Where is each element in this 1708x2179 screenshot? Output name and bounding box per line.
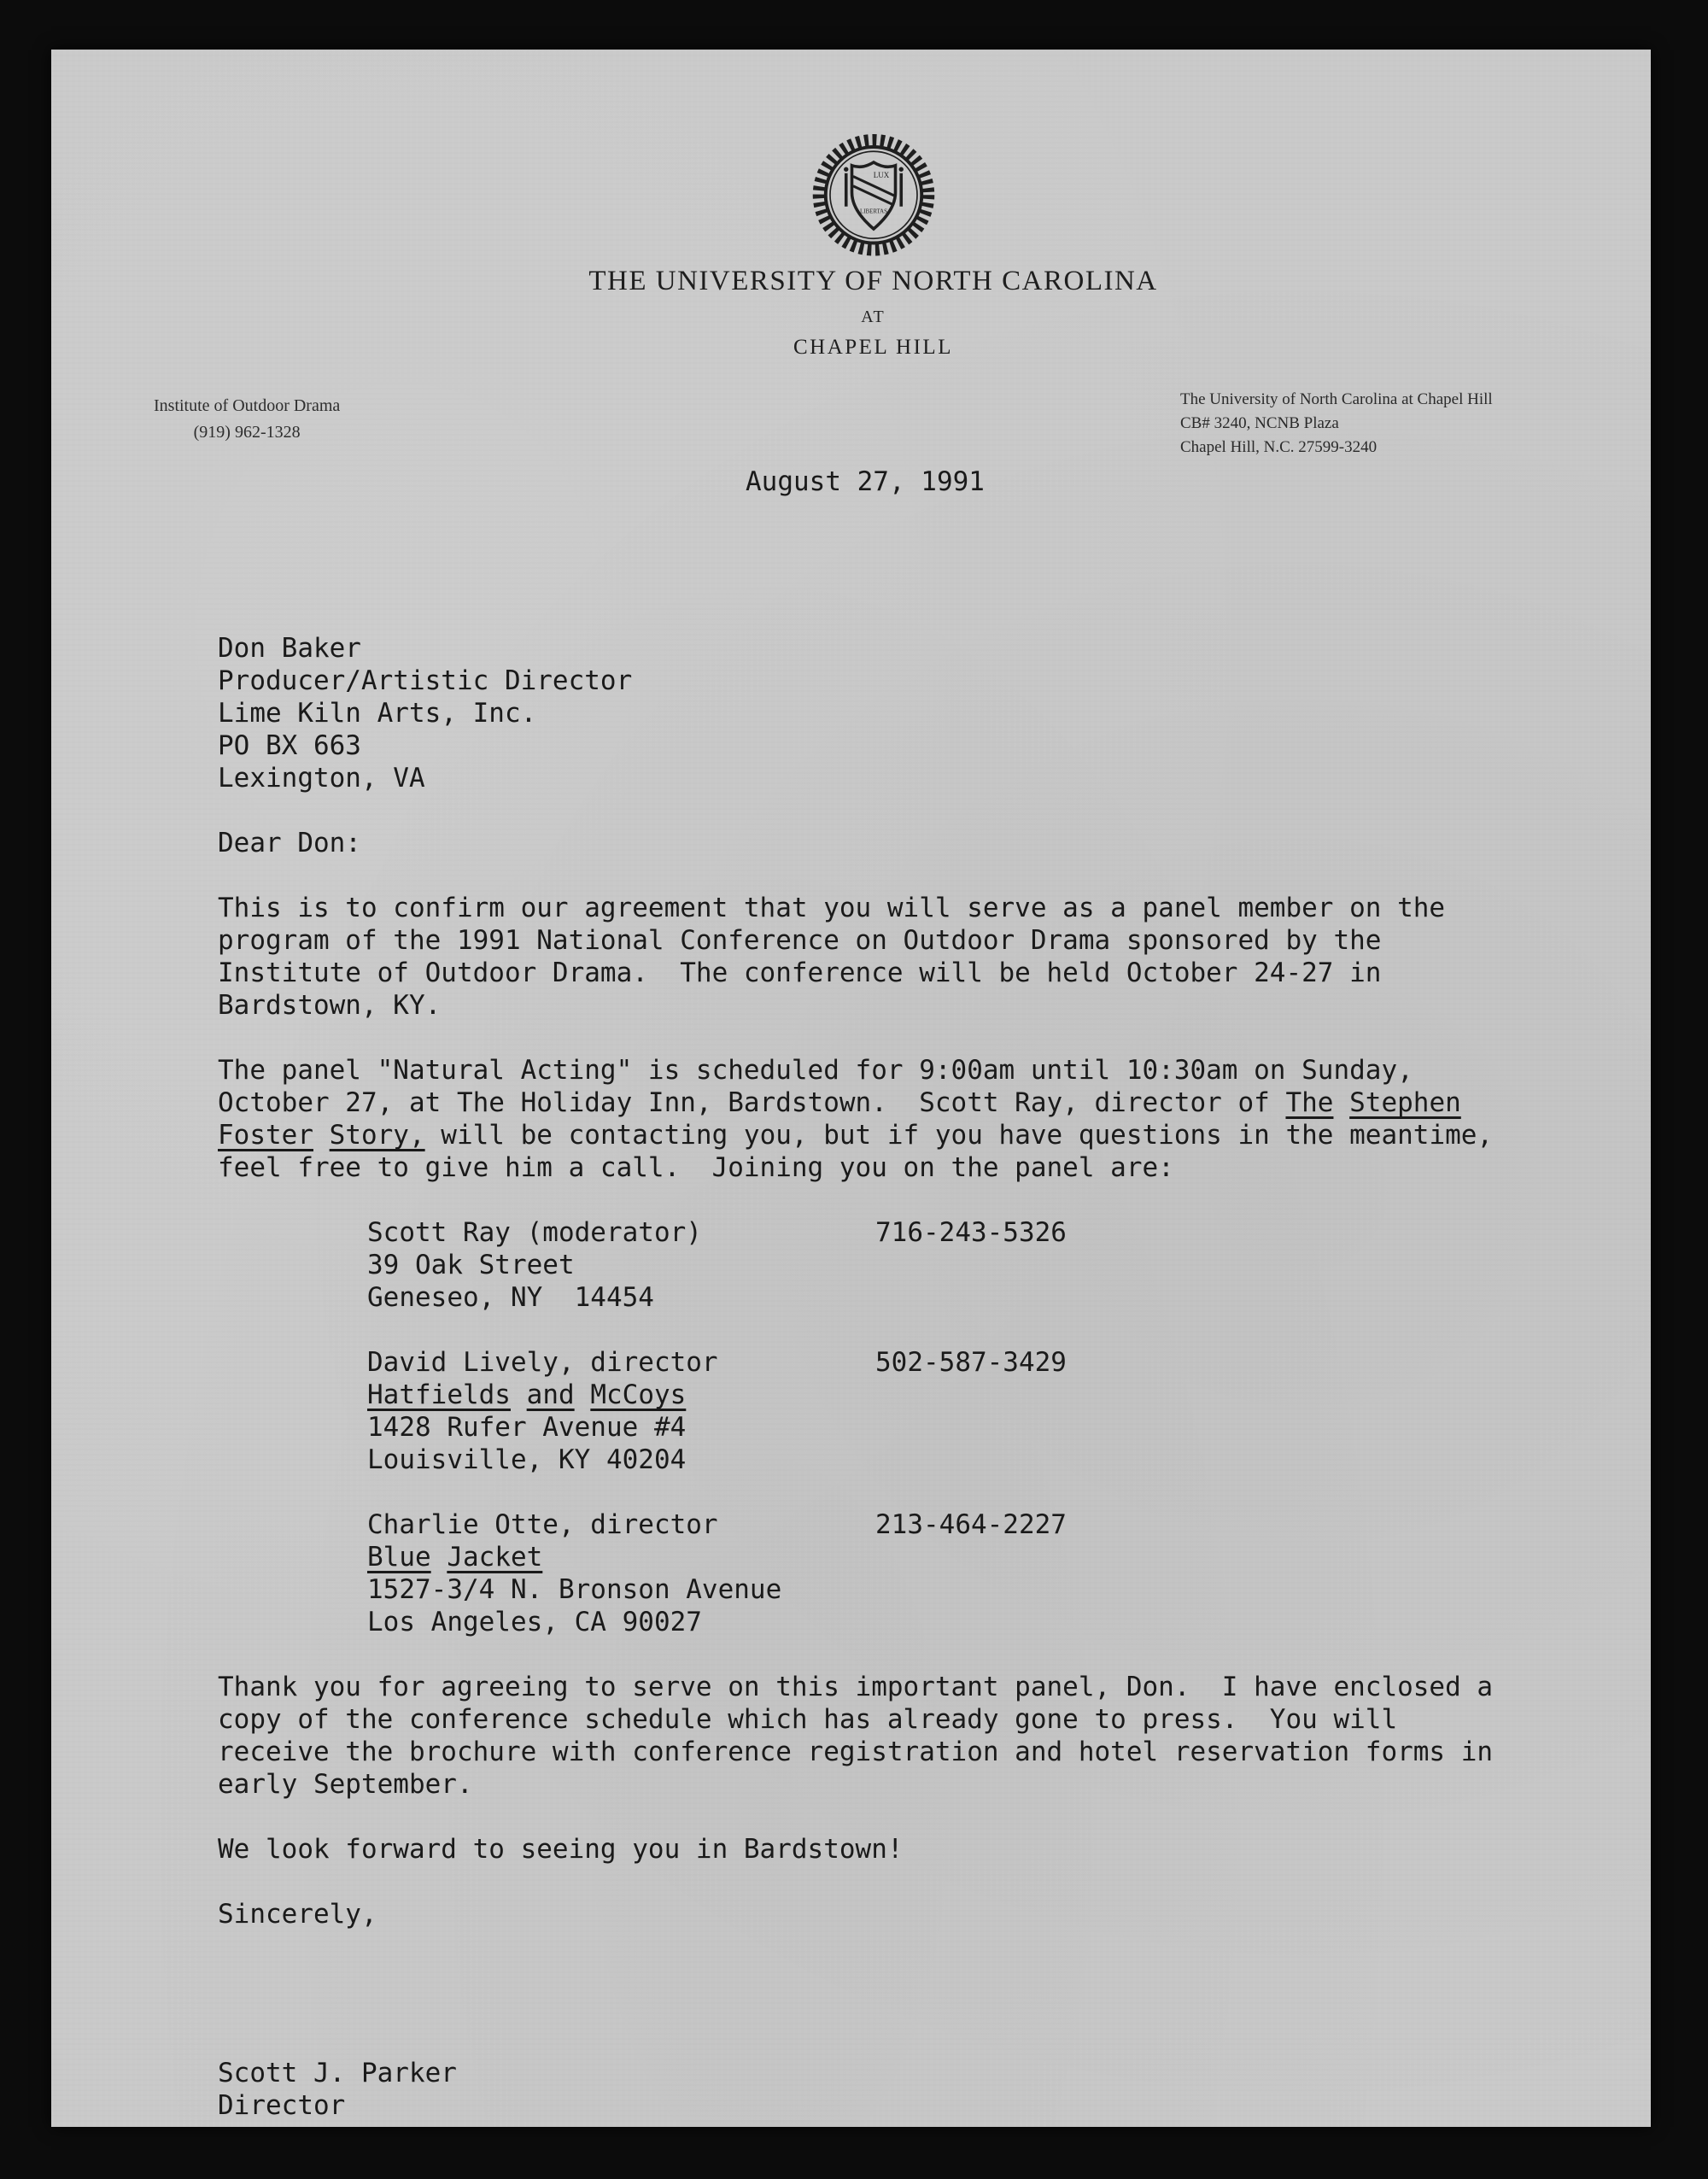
letterhead-line: Chapel Hill, N.C. 27599-3240: [1180, 438, 1378, 456]
underlined-text: Blue: [367, 1542, 431, 1573]
university-seal-logo: [810, 131, 938, 261]
text-line: The panel "Natural Acting" is scheduled for 9:00am until 10:30am on Sunday,: [218, 1055, 1413, 1086]
text-line: Foster Story, will be contacting you, but if you have questions in the meantime,: [218, 1120, 1494, 1151]
letterhead: [73, 131, 1673, 360]
letterhead-at: AT: [861, 308, 886, 326]
salutation: Dear Don:: [218, 828, 361, 858]
panelist-address-line: Louisville, KY 40204: [367, 1444, 687, 1475]
letterhead-department-block: [154, 393, 340, 446]
panelist-address-line: [367, 1541, 1601, 1573]
underlined-text: The: [1285, 1087, 1334, 1118]
panelist-entry: [218, 1508, 1601, 1638]
panelist-entry: [218, 1346, 1601, 1476]
letterhead-line: The University of North Carolina at Chapel Hill: [1180, 390, 1493, 408]
panelist-address-line: 39 Oak Street: [367, 1250, 575, 1280]
panelist-list: [218, 1216, 1601, 1638]
valediction: Sincerely,: [218, 1899, 377, 1930]
paragraph: [218, 892, 1601, 1022]
text-line: October 27, at The Holiday Inn, Bardstown. Scott Ray, director of The Stephen: [218, 1087, 1461, 1118]
recipient-line: Lime Kiln Arts, Inc.: [218, 698, 537, 729]
panelist-name: Charlie Otte, director: [367, 1509, 718, 1540]
panelist-address-line: 1527-3/4 N. Bronson Avenue: [367, 1574, 782, 1605]
underlined-text: and: [526, 1379, 575, 1410]
panelist-address-line: Los Angeles, CA 90027: [367, 1607, 702, 1637]
underlined-text: Story,: [329, 1120, 425, 1151]
text-line: Bardstown, KY.: [218, 990, 442, 1021]
seal-motto-libertas: LIBERTAS: [859, 208, 887, 215]
underlined-text: Hatfields: [367, 1379, 511, 1410]
body-paragraphs-top: [218, 892, 1601, 1184]
underlined-text: Foster: [218, 1120, 313, 1151]
underlined-text: Stephen: [1349, 1087, 1461, 1118]
recipient-line: Lexington, VA: [218, 763, 425, 794]
signature-block: [218, 2057, 1601, 2122]
panelist-address-line: Geneseo, NY 14454: [367, 1282, 654, 1313]
underlined-text: Jacket: [447, 1542, 543, 1573]
text-line: copy of the conference schedule which has already gone to press. You will: [218, 1704, 1398, 1735]
panelist-phone: 502-587-3429: [875, 1347, 1067, 1378]
panelist-address-line: 1428 Rufer Avenue #4: [367, 1412, 687, 1443]
text-line: We look forward to seeing you in Bardstown!: [218, 1834, 904, 1865]
signature-title: Director: [218, 2090, 346, 2121]
panelist-name-row: [367, 1216, 1601, 1249]
signature-name: Scott J. Parker: [218, 2058, 457, 2088]
letterhead-university-name: THE UNIVERSITY OF NORTH CAROLINA: [588, 266, 1158, 296]
panelist-phone: 716-243-5326: [875, 1217, 1067, 1248]
panelist-name-row: [367, 1508, 1601, 1541]
underlined-text: McCoys: [590, 1379, 687, 1410]
paragraph: [218, 1833, 1601, 1866]
text-line: program of the 1991 National Conference on Outdoor Drama sponsored by the: [218, 925, 1382, 956]
paragraph: [218, 1671, 1601, 1801]
text-line: early September.: [218, 1769, 473, 1800]
letterhead-line: (919) 962-1328: [193, 423, 301, 442]
letterhead-line: Institute of Outdoor Drama: [154, 396, 341, 415]
text-line: This is to confirm our agreement that you will serve as a panel member on the: [218, 893, 1446, 923]
panelist-name-row: [367, 1346, 1601, 1379]
panelist-entry: [218, 1216, 1601, 1314]
panelist-address-line: [367, 1379, 1601, 1411]
panelist-name: Scott Ray (moderator): [367, 1217, 702, 1248]
seal-motto-lux: LUX: [873, 171, 889, 179]
panelist-name: David Lively, director: [367, 1347, 718, 1378]
letter-body: [218, 632, 1601, 2122]
recipient-line: Producer/Artistic Director: [218, 665, 633, 696]
letter-date: August 27, 1991: [746, 466, 985, 497]
text-line: feel free to give him a call. Joining you on the panel are:: [218, 1152, 1174, 1183]
letterhead-campus: CHAPEL HILL: [793, 336, 953, 359]
letter-page: [51, 50, 1651, 2127]
recipient-line: Don Baker: [218, 633, 361, 664]
text-line: Thank you for agreeing to serve on this important panel, Don. I have enclosed a: [218, 1672, 1494, 1702]
recipient-address-block: [218, 632, 1601, 794]
text-line: Institute of Outdoor Drama. The conference will be held October 24-27 in: [218, 958, 1382, 988]
letterhead-line: CB# 3240, NCNB Plaza: [1180, 414, 1339, 432]
letterhead-address-block: [1180, 388, 1493, 460]
paragraph: [218, 1054, 1601, 1184]
body-paragraphs-bottom: [218, 1671, 1601, 1866]
recipient-line: PO BX 663: [218, 730, 361, 761]
text-line: receive the brochure with conference registration and hotel reservation forms in: [218, 1737, 1494, 1767]
panelist-phone: 213-464-2227: [875, 1509, 1067, 1540]
